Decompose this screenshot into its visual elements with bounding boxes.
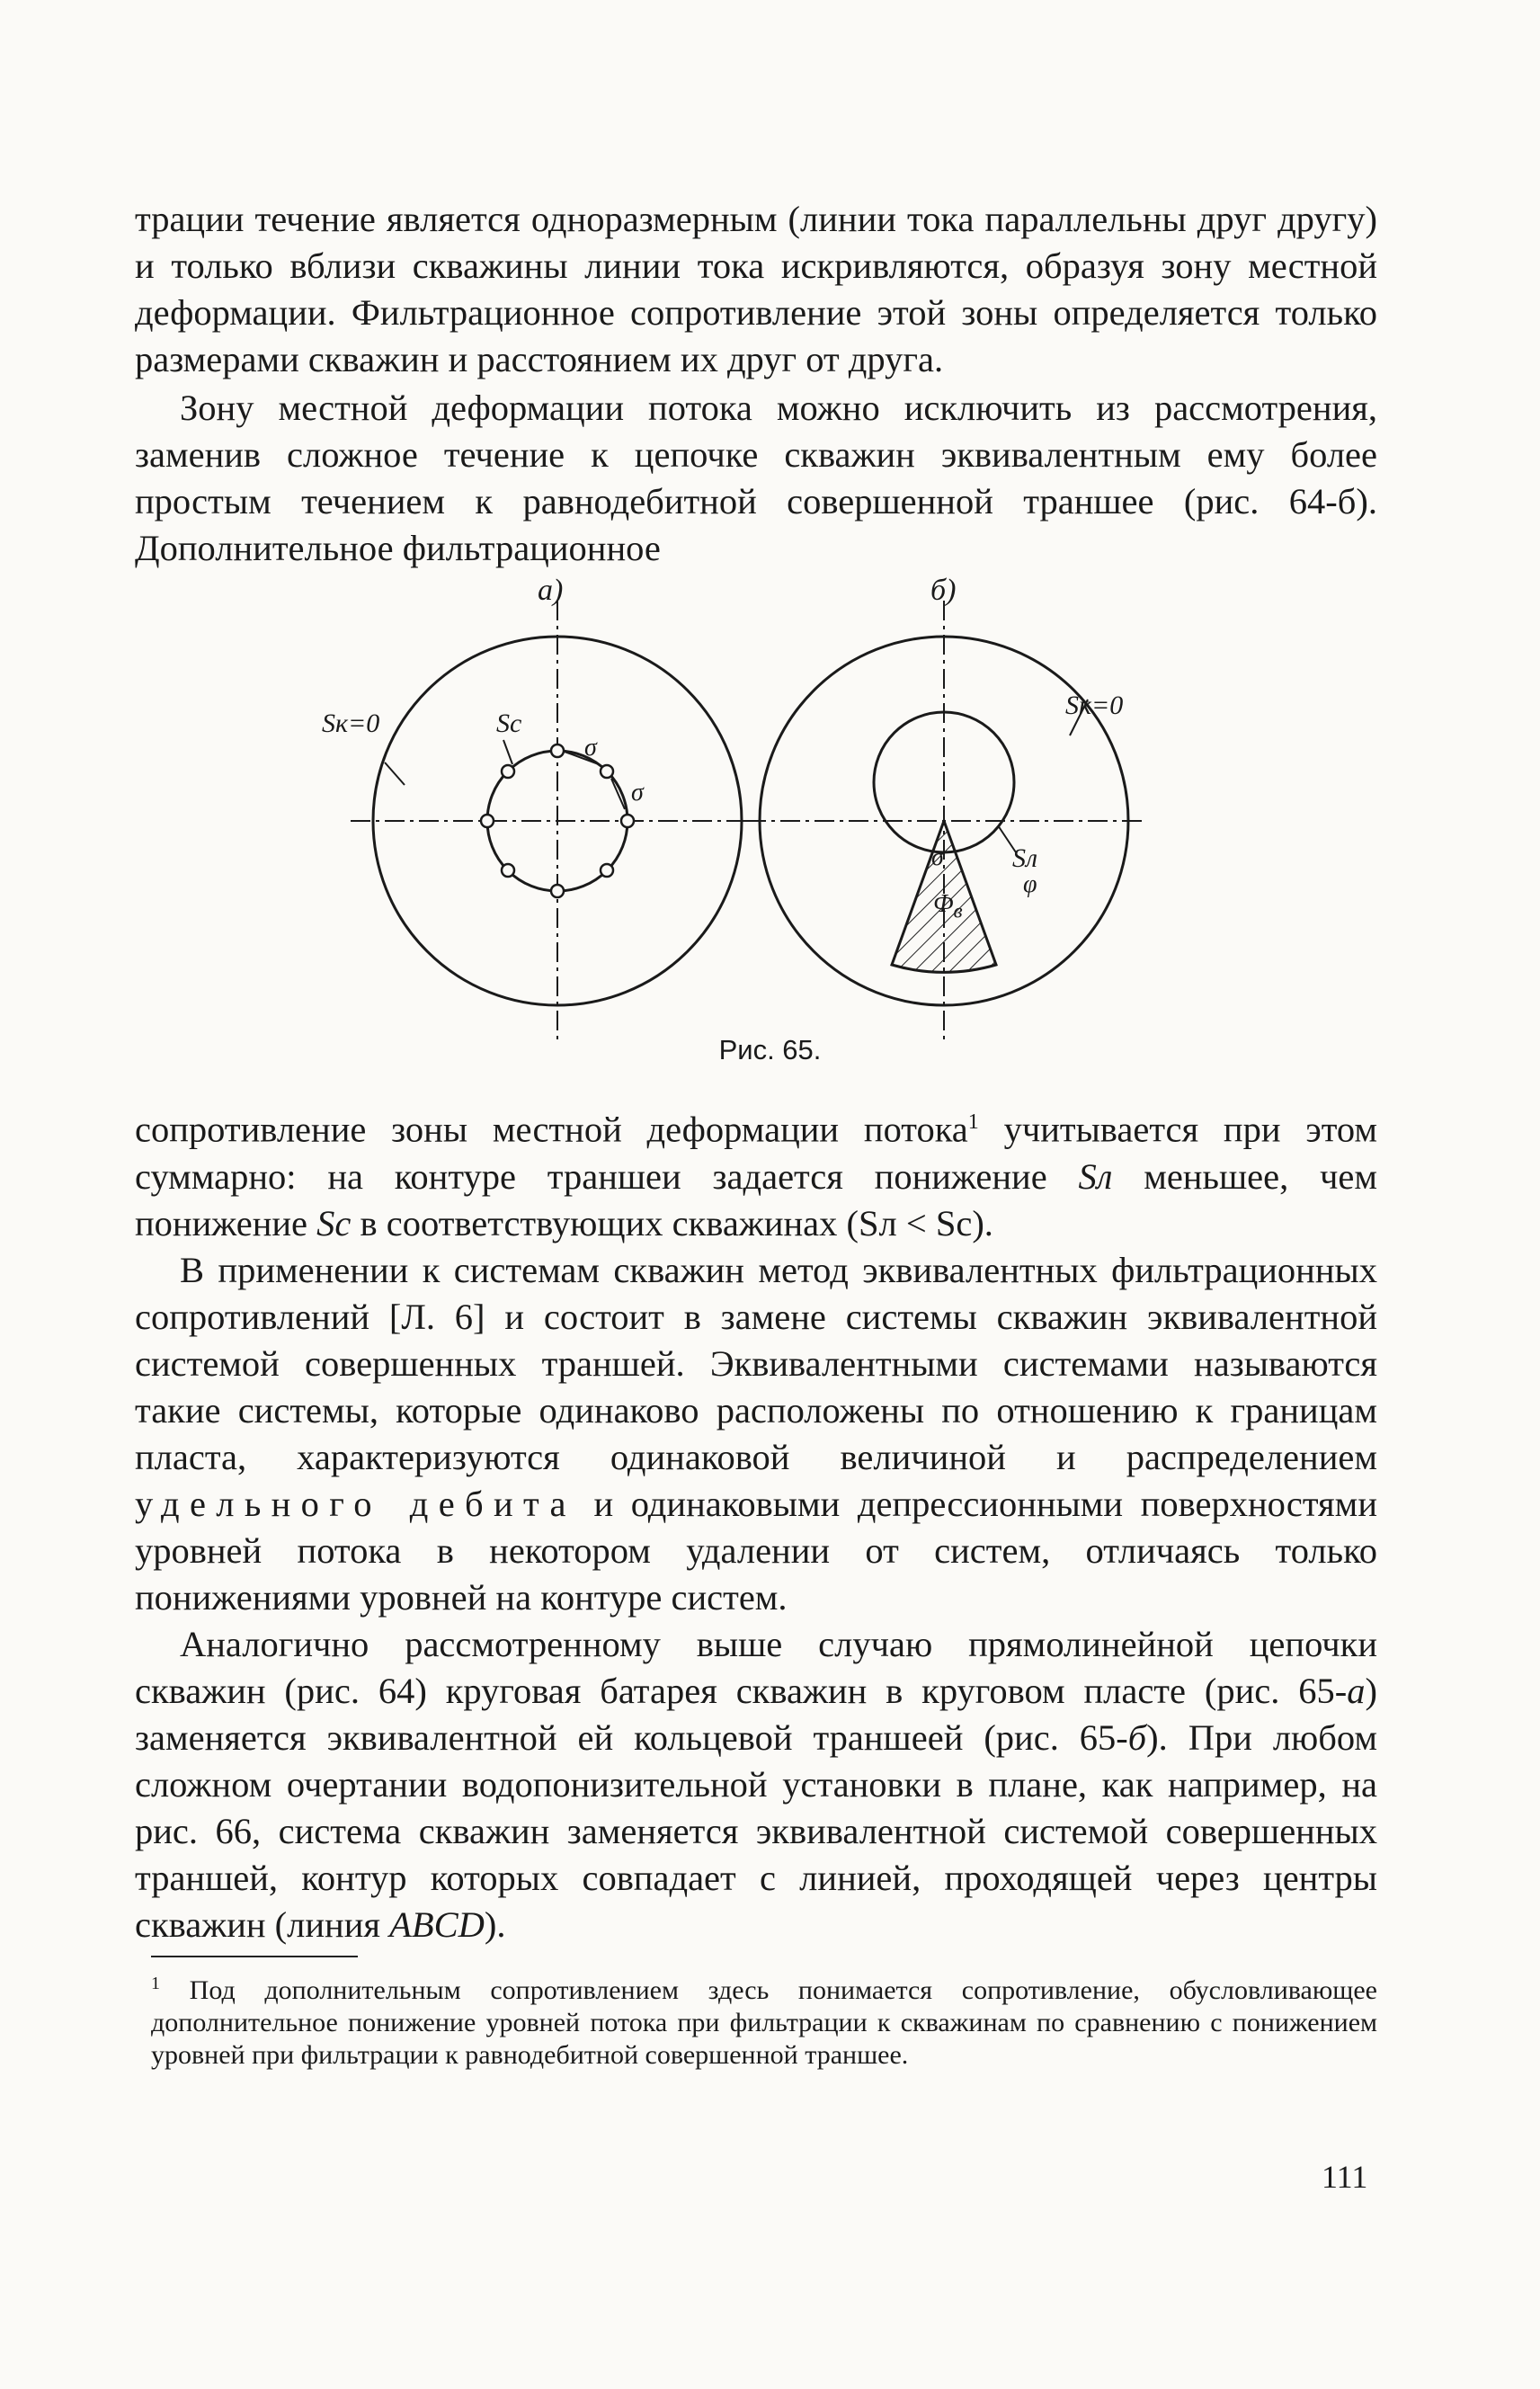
footnote xyxy=(151,1967,1377,2072)
paragraph-5-text-2: ) заменяется эквивалентной ей кольцевой траншеей (рис. 65- xyxy=(135,1670,1377,1758)
paragraph-2 xyxy=(135,385,1377,572)
panel-a-sc-leader xyxy=(503,740,512,764)
well xyxy=(502,765,514,778)
panel-a-sk-label: Sк=0 xyxy=(322,709,380,738)
figure-caption: Рис. 65. xyxy=(718,1034,822,1065)
paragraph-5-text-1: Аналогично рассмотренному выше случаю прямолинейной цепочки скважин (рис. 64) круговая батарея скважин в круговом пласте (рис. 65- xyxy=(135,1623,1377,1711)
symbol-s-l: Sл xyxy=(1078,1155,1113,1197)
panel-a-sigma-label-1: σ xyxy=(584,734,597,762)
footnote-reference: 1 xyxy=(967,1110,979,1134)
panel-a-sigma-label-2: σ xyxy=(631,779,644,807)
panel-b-phi-subscript: в xyxy=(953,899,963,923)
paragraph-5 xyxy=(135,1621,1377,1948)
main-text xyxy=(135,1099,1377,1948)
paragraph-3-text-3: меньшее, чем понижение xyxy=(135,1155,1377,1244)
panel-a-label: а) xyxy=(538,574,564,607)
paragraph-4 xyxy=(135,1247,1377,1621)
panel-b-phi-outer-label: φ xyxy=(1023,870,1037,898)
paragraph-4-spaced-term: удельного дебита xyxy=(135,1483,576,1524)
panel-b-sigma-label: σ xyxy=(931,843,944,871)
panel-b-sl-label: Sл xyxy=(1012,843,1038,873)
panel-a-sk-leader xyxy=(385,762,405,785)
figure-65 xyxy=(297,574,1160,1041)
well xyxy=(601,765,613,778)
page-number: 111 xyxy=(1322,2159,1368,2195)
well xyxy=(502,864,514,877)
paragraph-5-text-4: ). xyxy=(484,1903,506,1945)
paragraph-4-text-2: и одинаковыми депрессионными поверхностями уровней потока в некотором удалении от систем, отличаясь только понижениями уровней на контуре систем. xyxy=(135,1483,1377,1618)
paragraph-3-text-1: сопротивление зоны местной деформации потока xyxy=(135,1109,968,1150)
paragraph-1-text: трации течение является одноразмерным (линии тока параллельны друг другу) и только вблизи скважины линии тока искривляются, образуя зону местной деформации. Фильтрационное сопротивление этой зоны определяется только размерами скважин и расстоянием их друг от друга. xyxy=(135,199,1377,379)
paragraph-5-ref-a: а xyxy=(1347,1670,1366,1711)
panel-b-phi-label: $Ф_в$ xyxy=(933,890,963,923)
paragraph-2-text: Зону местной деформации потока можно исключить из рассмотрения, заменив сложное течение к цепочке скважин эквивалентным ему более простым течением к равнодебитной совершенной траншее (рис. 64-б). Дополнительное фильтрационное xyxy=(135,388,1377,568)
footnote-divider xyxy=(151,1956,358,1957)
panel-a-sc-label: Sс xyxy=(496,709,522,738)
figure-65-drawing xyxy=(297,574,1160,1041)
paragraph-5-ref-b: б xyxy=(1127,1716,1147,1758)
well xyxy=(601,864,613,877)
paragraph-3 xyxy=(135,1099,1377,1247)
well xyxy=(551,885,564,897)
footnote-text: Под дополнительным сопротивлением здесь понимается сопротивление, обусловливающее дополнительное понижение уровней потока при фильтрации к скважинам по сравнению с понижением уровней при фильтрации к равнодебитной совершенной траншее. xyxy=(151,1975,1377,2070)
paragraph-5-abcd: ABCD xyxy=(389,1903,485,1945)
well xyxy=(621,815,634,827)
paragraph-4-text-1: В применении к системам скважин метод эквивалентных фильтрационных сопротивлений [Л. 6] и состоит в замене системы скважин эквивалентной системой совершенных траншей. Эквивалентными системами называются такие системы, которые одинаково расположены по отношению к границам пласта, характеризуются одинаковой величиной и распределением xyxy=(135,1249,1377,1477)
footnote-mark: 1 xyxy=(151,1974,160,1993)
paragraph-1 xyxy=(135,196,1377,383)
well xyxy=(481,815,494,827)
paragraph-3-text-4: в соответствующих скважинах (Sл < Sс). xyxy=(351,1202,993,1244)
panel-b-label: б) xyxy=(930,574,957,607)
symbol-s-c: Sс xyxy=(316,1202,352,1244)
paragraph-3-text-2: учитывается при этом суммарно: на контуре траншеи задается понижение xyxy=(135,1109,1377,1197)
panel-b-sk-label: Sк=0 xyxy=(1065,691,1124,720)
well xyxy=(551,744,564,757)
paragraph-5-text-3: ). При любом сложном очертании водопонизительной установки в плане, как например, на рис. 66, система скважин заменяется эквивалентной системой совершенных траншей, контур которых совпадает с линией, проходящей через центры скважин (линия xyxy=(135,1716,1377,1945)
